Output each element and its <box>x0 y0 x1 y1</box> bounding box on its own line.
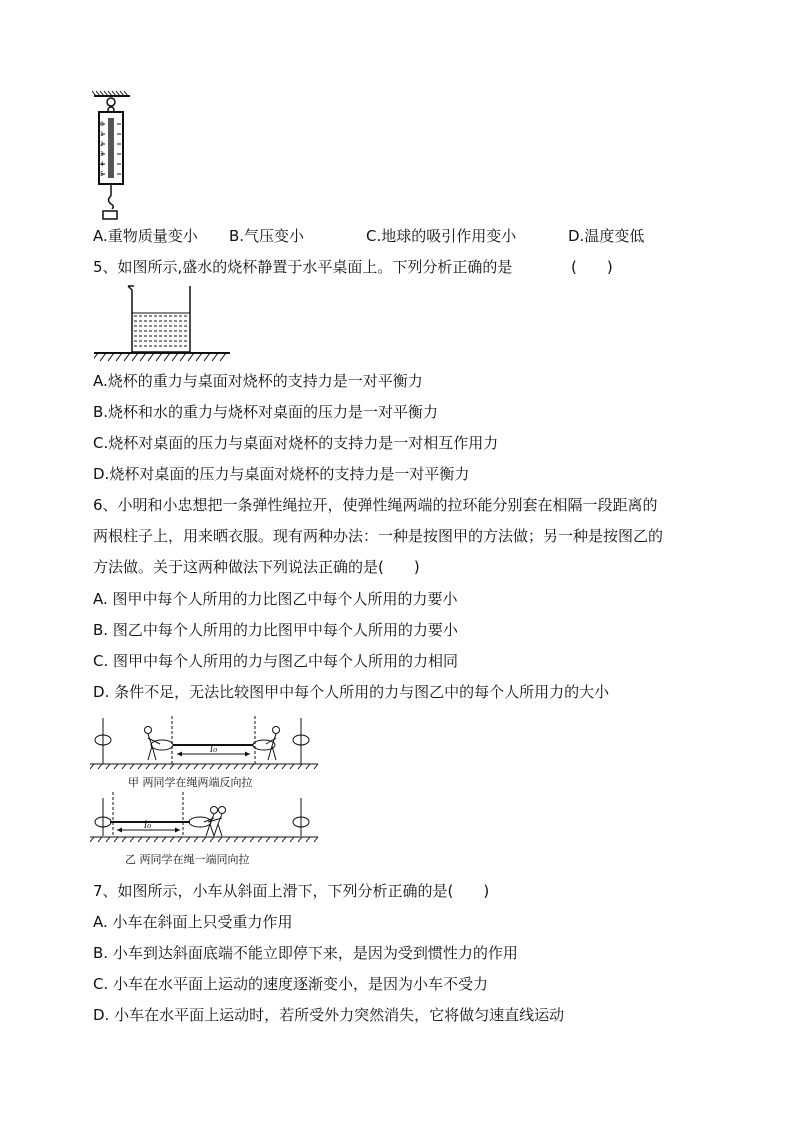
q4-option-a: A.重物质量变小 <box>93 227 198 245</box>
q6-option-d: D. 条件不足，无法比较图甲中每个人所用的力与图乙中的每个人所用力的大小 <box>93 683 610 701</box>
scale-number: 2 <box>100 141 104 148</box>
q7-option-c: C. 小车在水平面上运动的速度逐渐变小，是因为小车不受力 <box>93 975 489 993</box>
q7-stem: 7、如图所示，小车从斜面上滑下，下列分析正确的是( ) <box>93 882 490 900</box>
q5-option-a: A.烧杯的重力与桌面对烧杯的支持力是一对平衡力 <box>93 372 423 390</box>
scale-number: 3 <box>100 151 104 158</box>
elastic-rope-figure <box>90 712 320 852</box>
length-label: l₀ <box>144 820 152 831</box>
beaker-on-table-figure <box>94 282 234 364</box>
q4-option-d: D.温度变低 <box>568 227 645 245</box>
q5-option-b: B.烧杯和水的重力与烧杯对桌面的压力是一对平衡力 <box>93 403 439 421</box>
scale-number: 4 <box>100 161 104 168</box>
q5-option-d: D.烧杯对桌面的压力与桌面对烧杯的支持力是一对平衡力 <box>93 465 470 483</box>
q5-option-c: C.烧杯对桌面的压力与桌面对烧杯的支持力是一对相互作用力 <box>93 434 499 452</box>
q7-option-a: A. 小车在斜面上只受重力作用 <box>93 913 293 931</box>
q7-option-d: D. 小车在水平面上运动时，若所受外力突然消失，它将做匀速直线运动 <box>93 1006 565 1024</box>
q6-option-c: C. 图甲中每个人所用的力与图乙中每个人所用的力相同 <box>93 652 459 670</box>
figure-caption-yi: 乙 两同学在绳一端同向拉 <box>125 853 250 866</box>
q5-stem: 5、如图所示,盛水的烧杯静置于水平桌面上。下列分析正确的是 <box>93 258 513 276</box>
scale-number: 5 <box>100 171 104 178</box>
spring-scale-figure <box>92 90 132 222</box>
q4-option-b: B.气压变小 <box>229 227 305 245</box>
q6-stem-line-3: 方法做。关于这两种做法下列说法正确的是( ) <box>93 558 420 576</box>
figure-caption-jia: 甲 两同学在绳两端反向拉 <box>128 776 253 789</box>
length-label: l₀ <box>210 744 218 755</box>
q7-option-b: B. 小车到达斜面底端不能立即停下来，是因为受到惯性力的作用 <box>93 944 518 962</box>
scale-number: 0 <box>100 121 104 128</box>
q4-option-c: C.地球的吸引作用变小 <box>366 227 517 245</box>
q6-option-b: B. 图乙中每个人所用的力比图甲中每个人所用的力要小 <box>93 621 458 639</box>
q6-stem-line-1: 6、小明和小忠想把一条弹性绳拉开，使弹性绳两端的拉环能分别套在相隔一段距离的 <box>93 496 658 514</box>
q5-answer-paren: ( ) <box>571 258 613 276</box>
q6-stem-line-2: 两根柱子上，用来晒衣服。现有两种办法：一种是按图甲的方法做；另一种是按图乙的 <box>93 527 664 545</box>
q6-option-a: A. 图甲中每个人所用的力比图乙中每个人所用的力要小 <box>93 590 458 608</box>
scale-number: 1 <box>100 131 104 138</box>
